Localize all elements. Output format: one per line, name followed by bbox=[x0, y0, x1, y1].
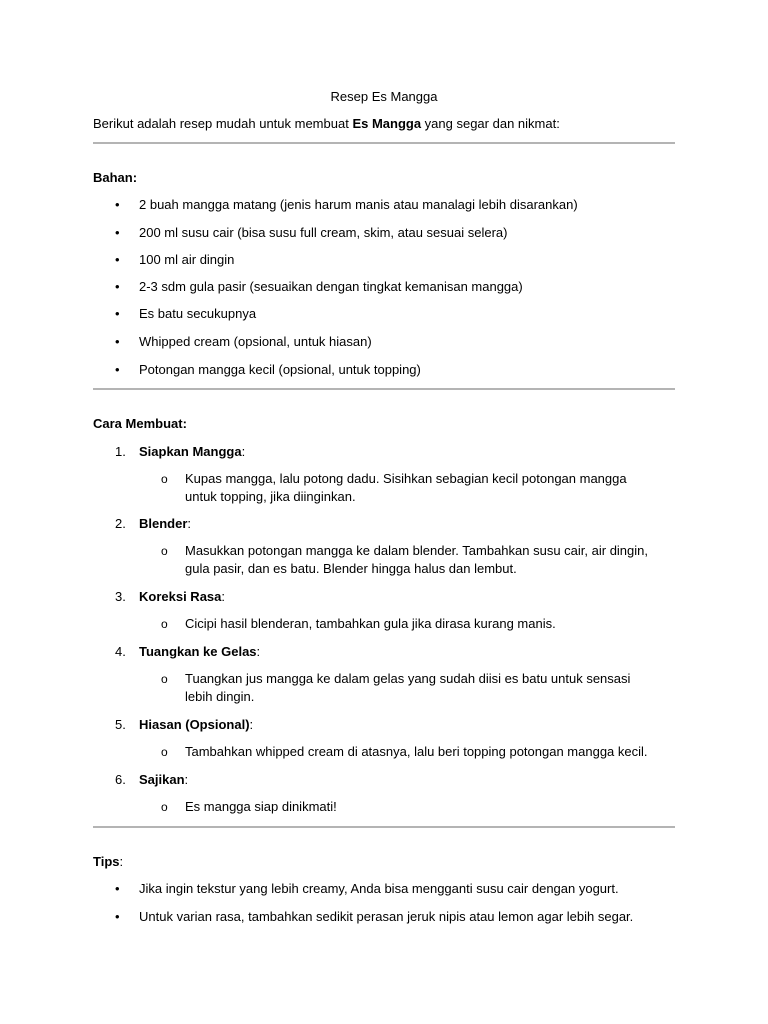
step-title-line bbox=[139, 643, 260, 661]
step-title-line bbox=[139, 515, 191, 533]
sub-bullet-marker: o bbox=[161, 800, 168, 814]
step-number: 1. bbox=[115, 444, 126, 459]
tips-heading-label: Tips bbox=[93, 854, 120, 869]
sub-bullet-marker: o bbox=[161, 617, 168, 631]
step-detail-text: Kupas mangga, lalu potong dadu. Sisihkan sebagian kecil potongan mangga untuk topping, jika diinginkan. bbox=[185, 471, 627, 504]
divider bbox=[93, 142, 675, 144]
step-detail-text: Masukkan potongan mangga ke dalam blender. Tambahkan susu cair, air dingin, gula pasir, dan es batu. Blender hingga halus dan lembut. bbox=[185, 543, 648, 576]
step-detail-text: Tambahkan whipped cream di atasnya, lalu beri topping potongan mangga kecil. bbox=[185, 744, 648, 759]
bahan-item-text: Potongan mangga kecil (opsional, untuk topping) bbox=[139, 362, 421, 377]
divider bbox=[93, 388, 675, 390]
step-title: Blender bbox=[139, 516, 188, 531]
bullet-marker: • bbox=[115, 197, 120, 212]
step-title-line bbox=[139, 716, 253, 734]
bullet-marker: • bbox=[115, 252, 120, 267]
bullet-marker: • bbox=[115, 279, 120, 294]
sub-bullet-marker: o bbox=[161, 672, 168, 686]
step-detail-text: Es mangga siap dinikmati! bbox=[185, 799, 337, 814]
step-colon: : bbox=[184, 772, 189, 787]
tips-heading bbox=[93, 853, 123, 871]
step-colon: : bbox=[241, 444, 246, 459]
step-title: Tuangkan ke Gelas bbox=[139, 644, 257, 659]
bahan-item-text: 2 buah mangga matang (jenis harum manis atau manalagi lebih disarankan) bbox=[139, 197, 578, 212]
intro-paragraph bbox=[93, 115, 560, 133]
intro-text-after: yang segar dan nikmat: bbox=[421, 116, 560, 131]
bullet-marker: • bbox=[115, 881, 120, 896]
bullet-marker: • bbox=[115, 334, 120, 349]
bahan-item-text: 2-3 sdm gula pasir (sesuaikan dengan tingkat kemanisan mangga) bbox=[139, 279, 523, 294]
intro-text-before: Berikut adalah resep mudah untuk membuat bbox=[93, 116, 353, 131]
bahan-item-text: 100 ml air dingin bbox=[139, 252, 235, 267]
step-title-line bbox=[139, 443, 245, 461]
step-title: Siapkan Mangga bbox=[139, 444, 242, 459]
step-detail-text: Tuangkan jus mangga ke dalam gelas yang sudah diisi es batu untuk sensasi lebih dingin. bbox=[185, 671, 631, 704]
sub-bullet-marker: o bbox=[161, 472, 168, 486]
cara-heading: Cara Membuat: bbox=[93, 416, 187, 431]
tips-item-text: Untuk varian rasa, tambahkan sedikit perasan jeruk nipis atau lemon agar lebih segar. bbox=[139, 909, 634, 924]
bullet-marker: • bbox=[115, 225, 120, 240]
step-title: Koreksi Rasa bbox=[139, 589, 222, 604]
step-title-line bbox=[139, 771, 188, 789]
step-title-line bbox=[139, 588, 225, 606]
divider bbox=[93, 826, 675, 828]
bahan-item-text: 200 ml susu cair (bisa susu full cream, skim, atau sesuai selera) bbox=[139, 225, 508, 240]
bullet-marker: • bbox=[115, 362, 120, 377]
step-number: 4. bbox=[115, 644, 126, 659]
bullet-marker: • bbox=[115, 909, 120, 924]
intro-text-bold: Es Mangga bbox=[352, 116, 422, 131]
bullet-marker: • bbox=[115, 306, 120, 321]
step-colon: : bbox=[221, 589, 226, 604]
bahan-item-text: Whipped cream (opsional, untuk hiasan) bbox=[139, 334, 372, 349]
step-colon: : bbox=[187, 516, 192, 531]
step-title: Sajikan bbox=[139, 772, 185, 787]
tips-heading-colon: : bbox=[119, 854, 124, 869]
bahan-item-text: Es batu secukupnya bbox=[139, 306, 257, 321]
step-number: 2. bbox=[115, 516, 126, 531]
step-number: 3. bbox=[115, 589, 126, 604]
step-number: 5. bbox=[115, 717, 126, 732]
sub-bullet-marker: o bbox=[161, 544, 168, 558]
sub-bullet-marker: o bbox=[161, 745, 168, 759]
step-title: Hiasan (Opsional) bbox=[139, 717, 250, 732]
document-title: Resep Es Mangga bbox=[330, 89, 438, 104]
bahan-heading: Bahan: bbox=[93, 170, 138, 185]
step-number: 6. bbox=[115, 772, 126, 787]
step-detail-text: Cicipi hasil blenderan, tambahkan gula jika dirasa kurang manis. bbox=[185, 616, 556, 631]
step-colon: : bbox=[256, 644, 261, 659]
step-colon: : bbox=[249, 717, 254, 732]
tips-item-text: Jika ingin tekstur yang lebih creamy, Anda bisa mengganti susu cair dengan yogurt. bbox=[139, 881, 619, 896]
